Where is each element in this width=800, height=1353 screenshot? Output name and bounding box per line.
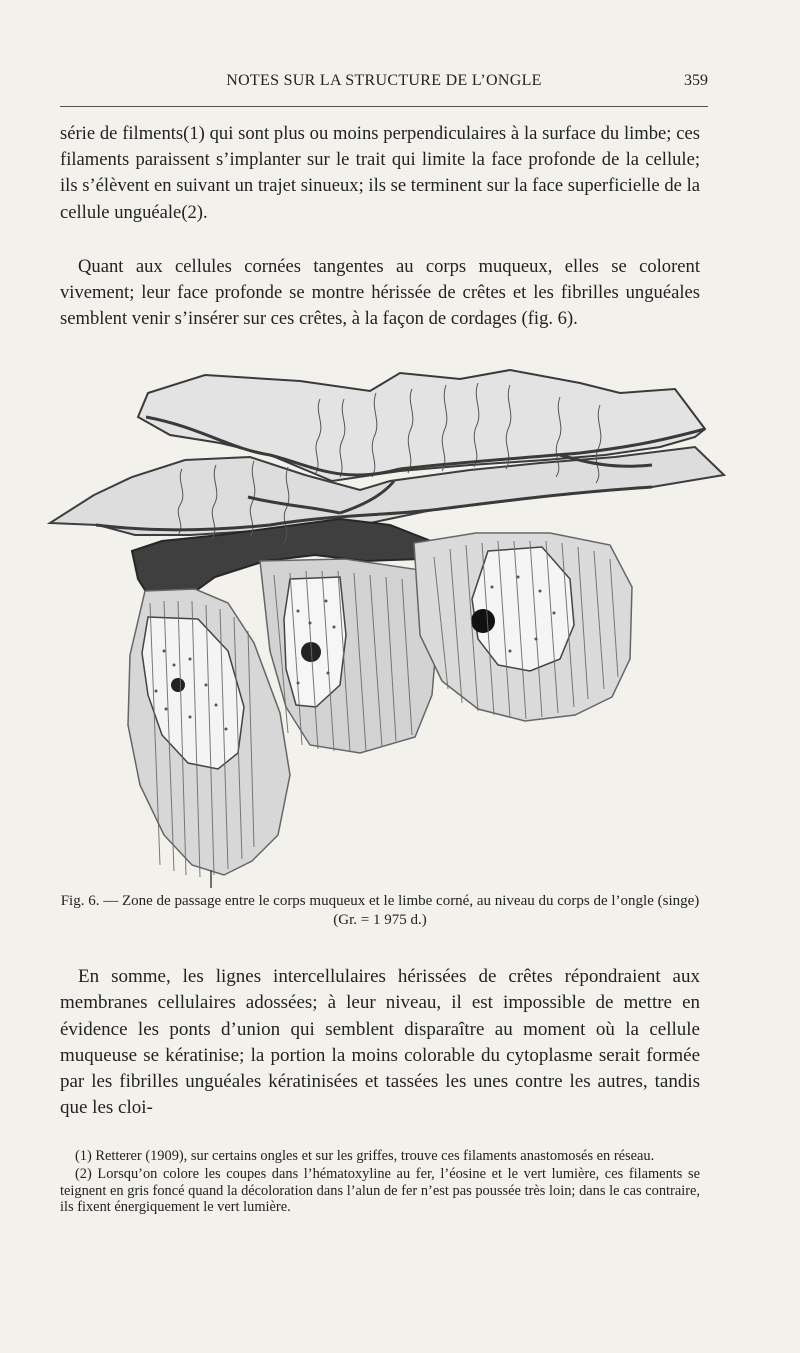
footnotes (60, 1148, 700, 1217)
cell-outline-middle (284, 577, 346, 707)
footnote-2: (2) Lorsqu’on colore les coupes dans l’hématoxyline au fer, l’éosine et le vert lumière, ces filaments se teignent en gris foncé quand la décoloration dans l’alun de fer n’est pas poussée très loin; dans le cas contraire, ils fixent énergiquement le vert lumière. (60, 1165, 700, 1216)
figure-illustration (40, 365, 730, 890)
nucleus-right (471, 609, 495, 633)
paragraph-3: En somme, les lignes intercellulaires hérissées de crêtes répondraient aux membranes cellulaires adossées; à leur niveau, il est impossible de mettre en évidence les ponts d’union qui semblent disparaître au moment où la cellule muqueuse se kératinise; la portion la moins colorable du cytoplasme serait formée par les fibrilles unguéales kératinisées et tassées les unes contre les autres, tandis que les cloi- (60, 966, 700, 1119)
nucleus-left (171, 678, 185, 692)
paragraph-1: série de filments(1) qui sont plus ou moins perpendiculaires à la surface du limbe; ces filaments paraissent s’implanter sur le trait qui limite la face profonde de la cellule; ils s’élèvent en suivant un trajet sinueux; ils se terminent sur la face superficielle de la cellule unguéale(2). (60, 123, 700, 223)
paragraph-2: Quant aux cellules cornées tangentes au corps muqueux, elles se colorent vivement; leur face profonde se montre hérissée de crêtes et les fibrilles unguéales semblent venir s’insérer sur ces crêtes, à la façon de cordages (fig. 6). (60, 256, 700, 330)
footnote-1: (1) Retterer (1909), sur certains ongles et sur les griffes, trouve ces filaments anastomosés en réseau. (75, 1148, 655, 1164)
page-number: 359 (684, 72, 708, 89)
running-title: NOTES SUR LA STRUCTURE DE L’ONGLE (226, 72, 542, 89)
nail-structure-drawing (40, 365, 730, 890)
running-header (60, 70, 708, 107)
figure-caption: Fig. 6. — Zone de passage entre le corps muqueux et le limbe corné, au niveau du corps de l’ongle (singe) (Gr. = 1 975 d.) (60, 893, 700, 928)
